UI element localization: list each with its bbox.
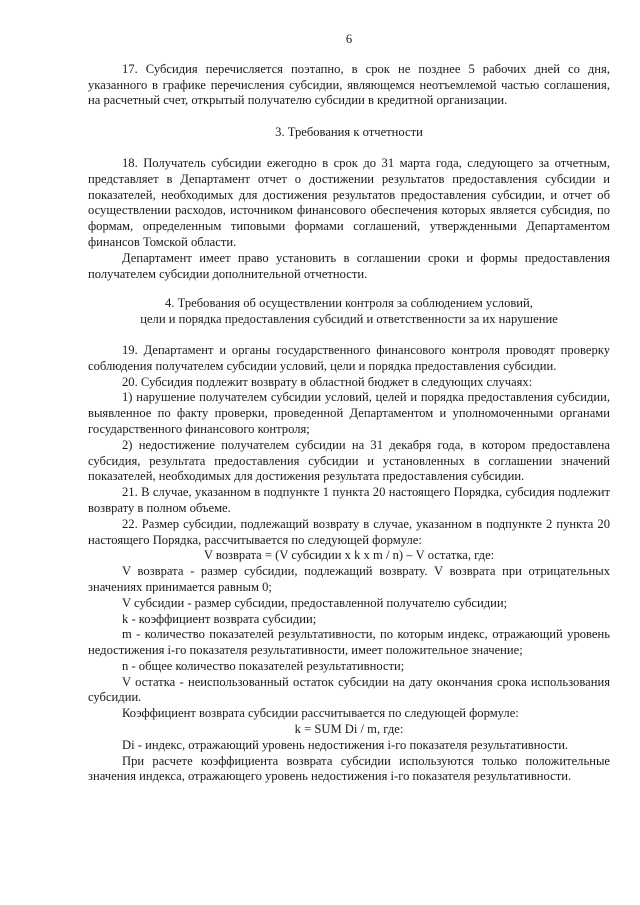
definition-k: k - коэффициент возврата субсидии; (122, 611, 317, 626)
definition-m: m - количество показателей результативности, по которым индекс, отражающий уровень недостижения i-го показателя результативности, имеет положительное значение; (88, 627, 610, 658)
section-4-heading-line-2: цели и порядка предоставления субсидий и ответственности за их нарушение (140, 312, 558, 327)
formula-coefficient: k = SUM Di / m, где: (294, 722, 404, 737)
definition-v-remainder: V остатка - неиспользованный остаток субсидии на дату окончания срока использования субсидии. (88, 674, 610, 705)
paragraph-18-additional: Департамент имеет право установить в соглашении сроки и формы предоставления получателем субсидии дополнительной отчетности. (88, 250, 610, 281)
definition-v-subsidy: V субсидии - размер субсидии, предоставленной получателю субсидии; (122, 595, 508, 610)
paragraph-20-item-2: 2) недостижение получателем субсидии на 31 декабря года, в котором предоставлена субсидия, результата предоставления субсидии и установленных в соглашении значений показателей, необходимых для достижения результата предоставления субсидии. (88, 437, 610, 484)
paragraph-17: 17. Субсидия перечисляется поэтапно, в срок не позднее 5 рабочих дней со дня, указанного в графике перечисления субсидии, являющемся неотъемлемой частью соглашения, на расчетный счет, открытый получателю субсидии в кредитной организации. (88, 61, 610, 108)
paragraph-21: 21. В случае, указанном в подпункте 1 пункта 20 настоящего Порядка, субсидия подлежит возврату в полном объеме. (88, 485, 610, 515)
definition-v-return: V возврата - размер субсидии, подлежащий возврату. V возврата при отрицательных значениях принимается равным 0; (88, 564, 610, 594)
section-4-heading-line-1: 4. Требования об осуществлении контроля за соблюдением условий, (165, 296, 533, 311)
final-note: При расчете коэффициента возврата субсидии используются только положительные значения индекса, отражающего уровень недостижения i-го показателя результативности. (88, 753, 610, 784)
definition-di: Di - индекс, отражающий уровень недостижения i-го показателя результативности. (122, 737, 569, 752)
definition-n: n - общее количество показателей результативности; (122, 658, 405, 673)
section-3-heading: 3. Требования к отчетности (275, 125, 423, 140)
paragraph-22: 22. Размер субсидии, подлежащий возврату в случае, указанном в подпункте 2 пункта 20 настоящего Порядка, рассчитывается по следующей формуле: (88, 516, 610, 547)
paragraph-18: 18. Получатель субсидии ежегодно в срок до 31 марта года, следующего за отчетным, представляет в Департамент отчет о достижении результатов предоставления субсидии и показателей, необходимых для достижения результатов предоставления субсидии, и отчет об осуществлении расходов, источником финансового обеспечения которых является субсидия, по формам, определенным типовыми формами соглашений, утвержденными Департаментом финансов Томской области. (88, 155, 610, 249)
paragraph-19: 19. Департамент и органы государственного финансового контроля проводят проверку соблюдения получателем субсидии условий, цели и порядка предоставления субсидии. (88, 342, 610, 373)
page-number: 6 (345, 32, 353, 46)
paragraph-20: 20. Субсидия подлежит возврату в областной бюджет в следующих случаях: (122, 374, 533, 389)
coefficient-intro: Коэффициент возврата субсидии рассчитывается по следующей формуле: (122, 706, 519, 721)
formula-return-volume: V возврата = (V субсидии x k x m / n) – V остатка, где: (203, 548, 495, 563)
paragraph-20-item-1: 1) нарушение получателем субсидии условий, целей и порядка предоставления субсидии, выявленное по факту проверки, проведенной Департаментом и уполномоченными органами государственного финансового контроля; (88, 390, 610, 436)
